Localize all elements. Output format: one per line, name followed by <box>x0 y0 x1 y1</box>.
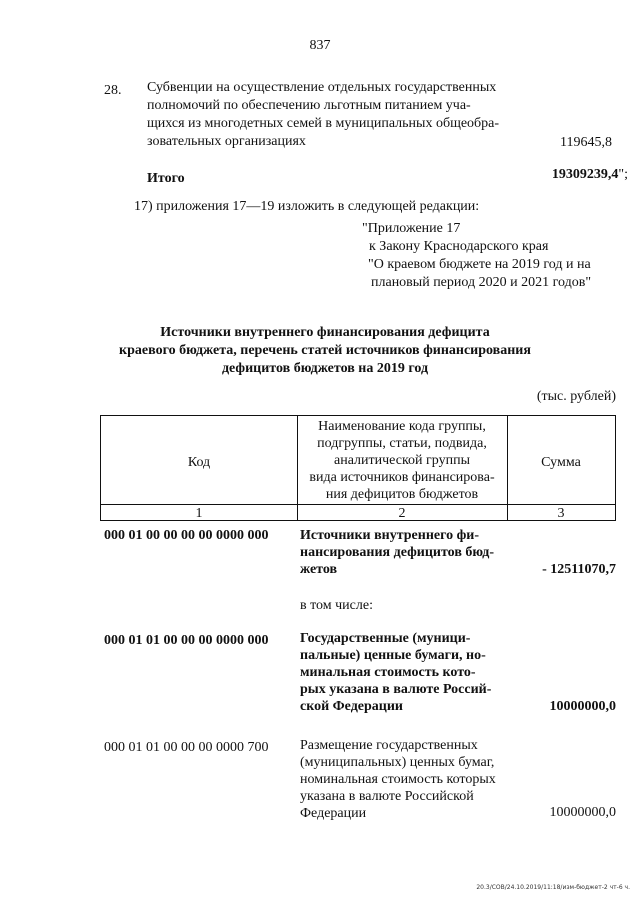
item-line: зовательных организациях <box>147 134 306 149</box>
header-name-line: подгруппы, статьи, подвида, <box>317 436 487 451</box>
row-name-line: пальные) ценные бумаги, но- <box>300 648 486 663</box>
row-note: в том числе: <box>300 598 373 613</box>
header-name-line: аналитической группы <box>334 453 470 468</box>
row-name-line: Размещение государственных <box>300 738 478 753</box>
row-name-line: нансирования дефицитов бюд- <box>300 545 495 560</box>
row-sum: 10000000,0 <box>549 699 616 714</box>
header-code: Код <box>187 455 211 470</box>
row-name-line: Федерации <box>300 806 367 821</box>
page-number: 837 <box>309 38 331 53</box>
header-sum: Сумма <box>541 455 581 470</box>
appendix-line: "Приложение 17 <box>362 221 461 236</box>
row-name <box>300 527 512 578</box>
title-line: краевого бюджета, перечень статей источников финансирования <box>119 343 531 358</box>
header-name-line: вида источников финансирова- <box>309 470 495 485</box>
column-number: 1 <box>195 506 203 521</box>
appendix-line: к Закону Краснодарского края <box>369 239 549 254</box>
row-code: 000 01 00 00 00 00 0000 000 <box>104 528 269 543</box>
total-amount: 19309239,4 <box>551 167 619 182</box>
row-code: 000 01 01 00 00 00 0000 000 <box>104 633 269 648</box>
row-name-line: жетов <box>300 562 338 577</box>
column-number: 2 <box>398 506 406 521</box>
table-header <box>100 415 616 521</box>
row-name-line: Источники внутреннего фи- <box>300 528 480 543</box>
row-name-line: ской Федерации <box>300 699 403 714</box>
row-name <box>300 630 512 715</box>
header-name <box>297 418 507 503</box>
header-name-line: Наименование кода группы, <box>318 419 486 434</box>
appendix-line: плановый период 2020 и 2021 годов" <box>371 275 592 290</box>
row-name-line: (муниципальных) ценных бумаг, <box>300 755 495 770</box>
item-value: 119645,8 <box>560 135 612 150</box>
item-line: Субвенции на осуществление отдельных государственных <box>147 80 497 95</box>
item-number: 28. <box>104 83 122 98</box>
row-name <box>300 737 512 822</box>
item-line: полномочий по обеспечению льготным питанием уча- <box>147 98 471 113</box>
document-title <box>100 324 550 378</box>
row-code: 000 01 01 00 00 00 0000 700 <box>104 740 269 755</box>
header-name-line: ния дефицитов бюджетов <box>325 487 479 502</box>
row-name-line: номинальная стоимость которых <box>300 772 496 787</box>
appendix-header <box>362 220 591 292</box>
item-line: щихся из многодетных семей в муниципальных общеобра- <box>147 116 500 131</box>
appendix-line: "О краевом бюджете на 2019 год и на <box>368 257 591 272</box>
row-name-line: минальная стоимость кото- <box>300 665 476 680</box>
row-name-line: указана в валюте Российской <box>300 789 474 804</box>
row-sum: - 12511070,7 <box>542 562 616 577</box>
footer-stamp: 20.3/СОВ/24.10.2019/11:18/изм-бюджет-2 чт-6 ч. <box>476 884 630 891</box>
total-label: Итого <box>147 171 185 186</box>
row-name-line: рых указана в валюте Россий- <box>300 682 492 697</box>
title-line: Источники внутреннего финансирования дефицита <box>160 325 490 340</box>
column-number: 3 <box>557 506 565 521</box>
intro-text: 17) приложения 17—19 изложить в следующей редакции: <box>134 199 480 214</box>
units-label: (тыс. рублей) <box>536 389 616 404</box>
total-value <box>480 167 628 183</box>
row-sum: 10000000,0 <box>549 805 616 820</box>
item-description <box>147 79 527 151</box>
row-name-line: Государственные (муници- <box>300 631 471 646</box>
title-line: дефицитов бюджетов на 2019 год <box>221 361 429 376</box>
total-suffix: "; <box>618 167 628 182</box>
